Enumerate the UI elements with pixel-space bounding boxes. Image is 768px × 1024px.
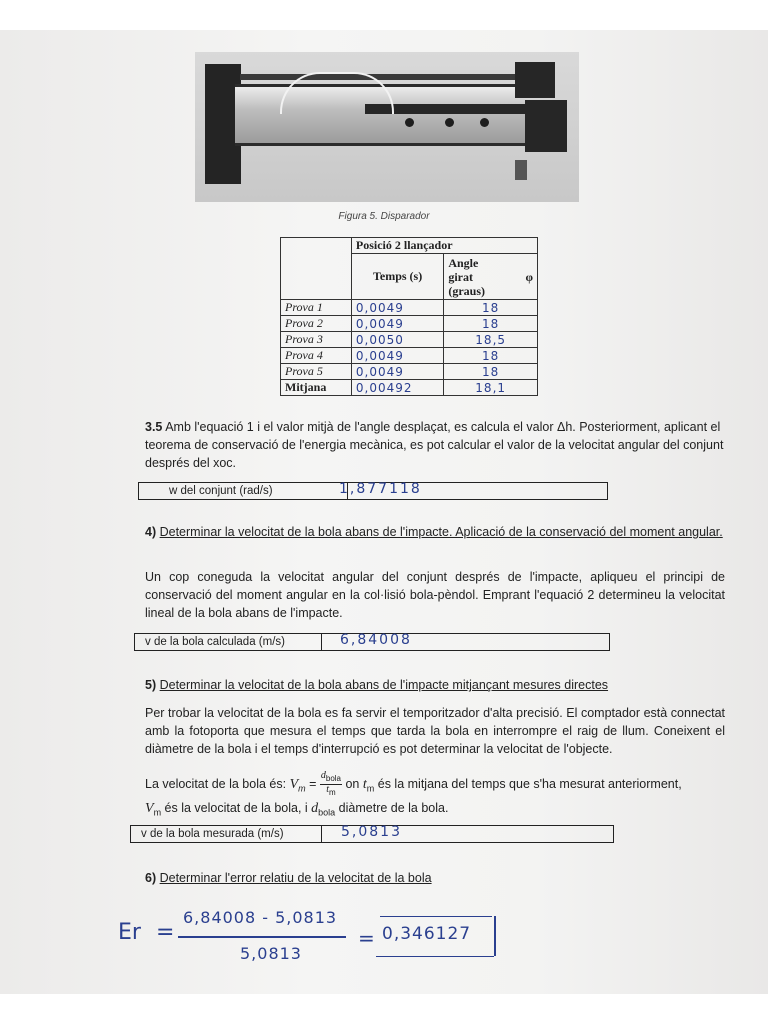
time-value: 0,0050	[351, 332, 443, 348]
group-header: Posició 2 llançador	[351, 238, 537, 254]
eq-lhs: Er	[118, 920, 141, 945]
row-label: Prova 4	[281, 348, 352, 364]
time-value: 0,0049	[351, 316, 443, 332]
eq-equals: =	[156, 920, 175, 945]
top-margin	[0, 0, 768, 30]
eq-fraction-bar	[178, 936, 346, 938]
angle-value: 18	[444, 348, 538, 364]
section-number: 5)	[145, 678, 157, 692]
eq-result: 0,346127	[382, 924, 472, 944]
d-sub: bola	[318, 807, 336, 818]
table-row-mean	[281, 380, 538, 396]
section-number: 6)	[145, 871, 157, 885]
d-description: diàmetre de la bola.	[338, 801, 449, 816]
eq-numerator: 6,84008 - 5,0813	[183, 908, 338, 927]
measurements-table	[280, 237, 538, 396]
col-angle-label: Angle girat (graus)	[448, 255, 485, 298]
velocity-formula: La velocitat de la bola és: $V_m$ = $\frac{d_{bola}}{t_m}$ on $t_m$ és la mitjana del temps que s'ha mesurat anteriorment, $V_m$ és la velocitat de la bola, i $d_{bola}$ diàmetre de la bola.	[145, 770, 682, 818]
eq-denominator: 5,0813	[240, 944, 302, 963]
tm-sub: m	[366, 783, 375, 794]
table-row	[281, 300, 538, 316]
mean-time: 0,00492	[351, 380, 443, 396]
table-row	[281, 316, 538, 332]
formula-fraction	[320, 771, 342, 798]
eq-equals-2: =	[358, 926, 375, 950]
row-label: Prova 1	[281, 300, 352, 316]
d-symbol: d	[311, 801, 319, 817]
section-4-heading	[145, 523, 725, 541]
table-row	[281, 332, 538, 348]
section-title: Determinar l'error relatiu de la velocitat de la bola	[159, 871, 432, 885]
table-row	[281, 364, 538, 380]
formula-lhs-sub: m	[298, 783, 306, 794]
formula-den: t	[326, 784, 329, 795]
result-box-top	[380, 916, 492, 917]
section-3-5-paragraph	[145, 418, 725, 472]
table-row	[281, 348, 538, 364]
formula-num: d	[320, 770, 326, 781]
box-value: 6,84008	[340, 632, 412, 648]
section-4-paragraph: Un cop coneguda la velocitat angular del conjunt després de l'impacte, apliqueu el principi de conservació del moment angular en la col·lisió bola-pèndol. Emprant l'equació 2 determineu la velocitat lineal de la bola abans de l'impacte.	[145, 570, 725, 620]
formula-den-sub: m	[328, 788, 336, 797]
section-title: Determinar la velocitat de la bola abans de l'impacte. Aplicació de la conservació del moment angular.	[159, 525, 723, 539]
figure-caption: Figura 5. Disparador	[338, 211, 430, 222]
row-label: Prova 3	[281, 332, 352, 348]
time-value: 0,0049	[351, 300, 443, 316]
section-text: Amb l'equació 1 i el valor mitjà de l'angle desplaçat, es calcula el valor Δh. Posteriorment, aplicant el teorema de conservació de l'energia mecànica, es pot calcular el valor de la velocitat angular del conjunt després del xoc.	[145, 420, 724, 470]
mean-label: Mitjana	[281, 380, 352, 396]
section-number: 4)	[145, 525, 157, 539]
time-value: 0,0049	[351, 364, 443, 380]
col-angle-header	[444, 254, 538, 300]
section-5-paragraph: Per trobar la velocitat de la bola es fa servir el temporitzador d'alta precisió. El comptador està connectat amb la fotoporta que mesura el temps que tarda la bola en interrompre el raig de llum. Coneixent el diàmetre de la bola i el temps d'interrupció es pot determinar la velocitat de l'objecte.	[145, 706, 725, 756]
table-corner	[281, 238, 352, 254]
mean-angle: 18,1	[444, 380, 538, 396]
tm-symbol: t	[362, 776, 367, 792]
vm-description: és la velocitat de la bola, i	[164, 801, 308, 816]
row-label: Prova 5	[281, 364, 352, 380]
box-label: v de la bola mesurada (m/s)	[131, 826, 322, 842]
section-number: 3.5	[145, 420, 163, 434]
row-label: Prova 2	[281, 316, 352, 332]
formula-intro: La velocitat de la bola és:	[145, 776, 287, 791]
vm-symbol: V	[145, 801, 154, 817]
section-5-heading	[145, 676, 725, 694]
box-label: v de la bola calculada (m/s)	[135, 634, 322, 650]
phi-symbol: φ	[525, 269, 533, 284]
box-value: 5,0813	[341, 824, 402, 840]
tm-description: és la mitjana del temps que s'ha mesurat anteriorment,	[377, 776, 682, 791]
angle-value: 18	[444, 300, 538, 316]
vm-sub: m	[153, 807, 162, 818]
angle-value: 18,5	[444, 332, 538, 348]
result-underline	[376, 956, 494, 957]
w-result-box	[138, 482, 608, 500]
bottom-margin	[0, 994, 768, 1024]
col-time-header: Temps (s)	[351, 254, 443, 300]
table-corner-lower	[281, 254, 352, 300]
time-value: 0,0049	[351, 348, 443, 364]
section-6-heading	[145, 869, 725, 887]
launcher-photo	[195, 52, 579, 202]
result-box-right	[494, 916, 496, 956]
v-calculated-box	[134, 633, 610, 651]
section-title: Determinar la velocitat de la bola abans de l'impacte mitjançant mesures directes	[159, 678, 609, 692]
box-value: 1,877118	[339, 481, 422, 497]
formula-lhs: V	[289, 776, 299, 792]
angle-value: 18	[444, 364, 538, 380]
angle-value: 18	[444, 316, 538, 332]
formula-where: on	[345, 776, 360, 791]
box-label: w del conjunt (rad/s)	[139, 483, 348, 499]
v-measured-box	[130, 825, 614, 843]
formula-num-sub: bola	[325, 774, 341, 783]
